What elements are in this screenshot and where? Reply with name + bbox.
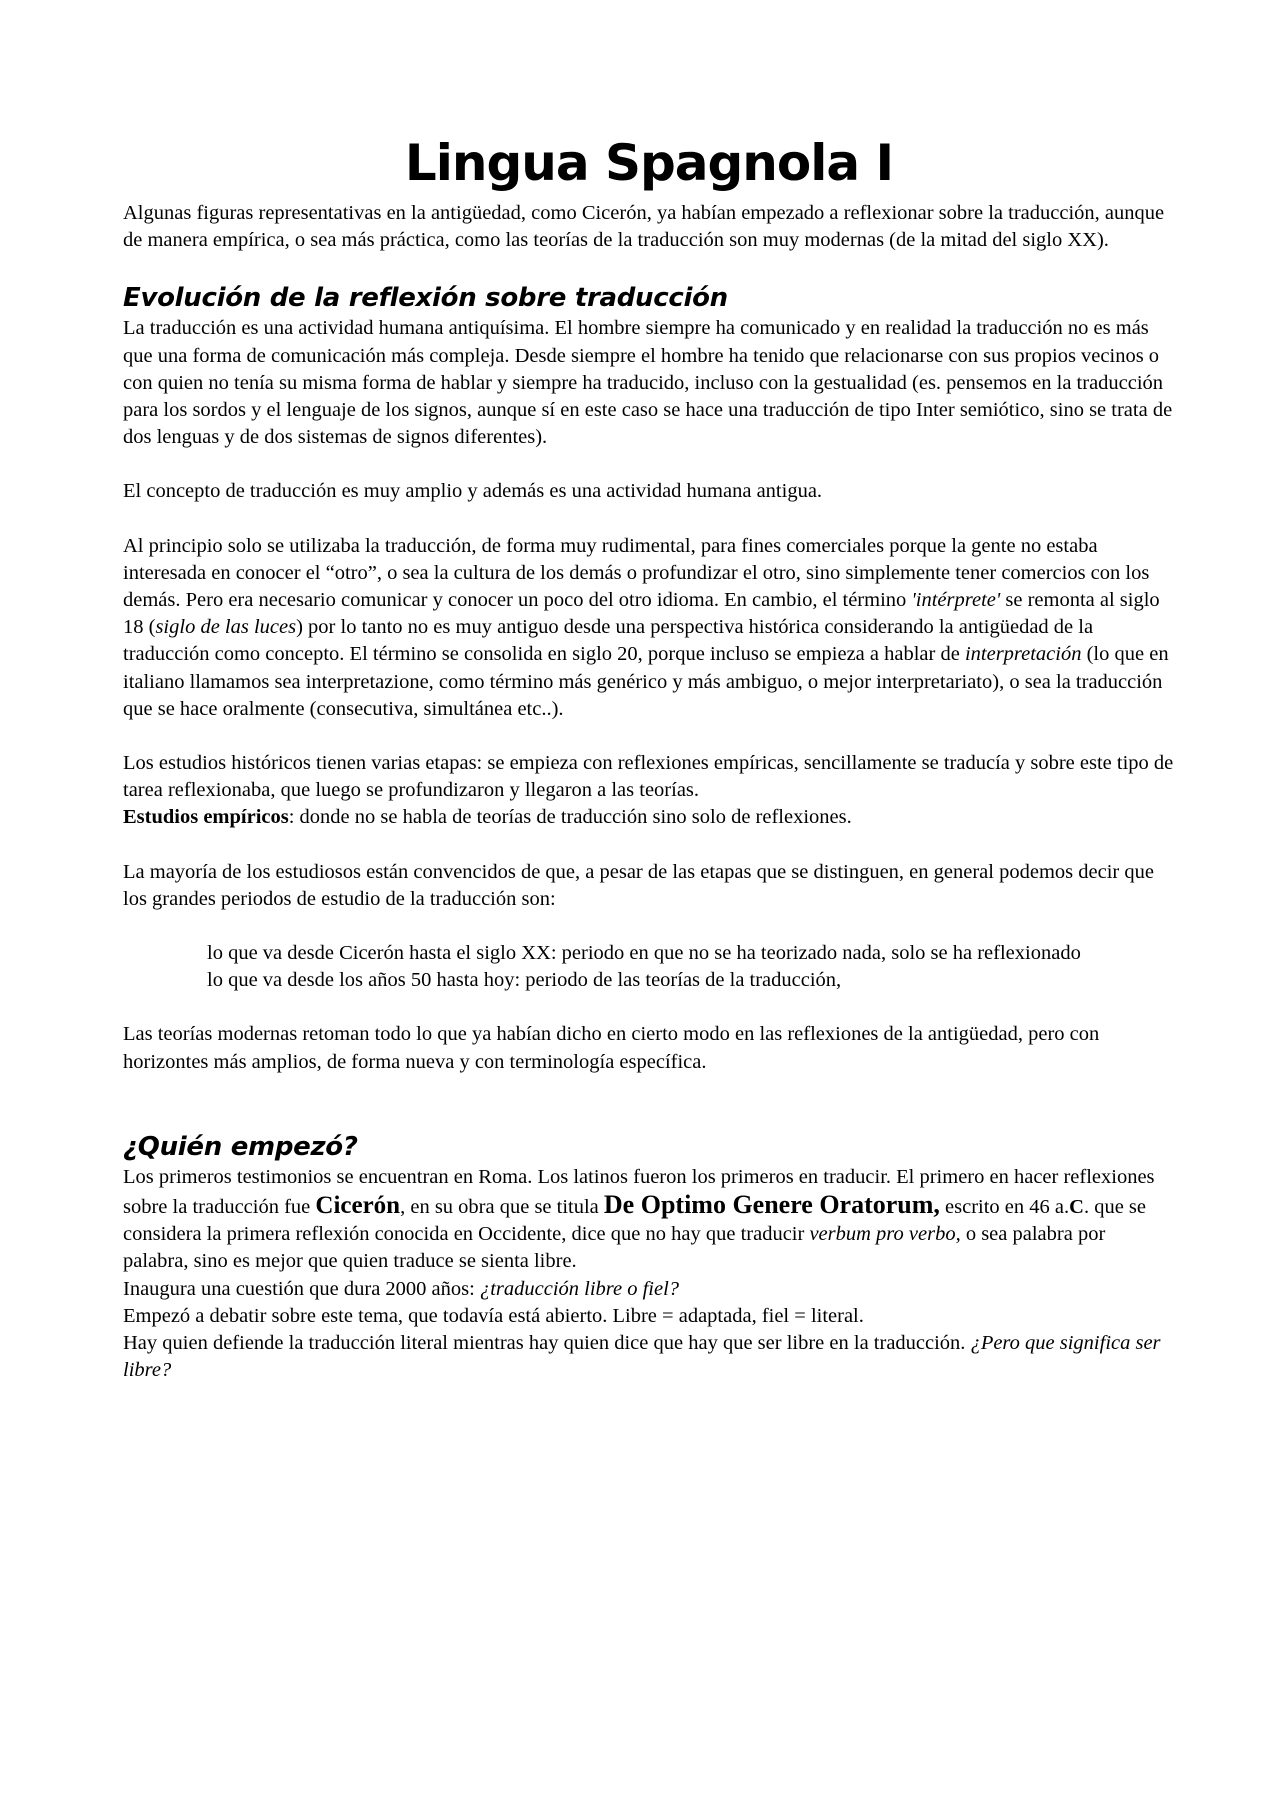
- list-item: lo que va desde los años 50 hasta hoy: periodo de las teorías de la traducción,: [207, 969, 842, 992]
- section-heading-quien: ¿Quién empezó?: [123, 1131, 358, 1162]
- section-heading-evolucion: Evolución de la reflexión sobre traducción: [123, 283, 728, 314]
- paragraph: [123, 533, 1175, 723]
- paragraph: [123, 1276, 1175, 1303]
- paragraph: La mayoría de los estudiosos están convencidos de que, a pesar de las etapas que se distinguen, en general podemos decir que los grandes periodos de estudio de la traducción son:: [123, 860, 1154, 910]
- text-run: , en su obra que se titula: [400, 1196, 604, 1219]
- spacer: [123, 254, 1175, 281]
- spacer: [123, 451, 1175, 478]
- text-run: Al principio solo se utilizaba la traducción, de forma muy rudimental, para fines comerciales porque la gente no estaba interesada en conocer el “otro”, o sea la cultura de los demás o profundizar el otro, sino simplemente tener comercios con los demás. Pero era necesario comunicar y conocer un poco del otro idioma. En cambio, el término: [123, 534, 1150, 612]
- text-run: Hay quien defiende la traducción literal mientras hay quien dice que hay que ser libre en la traducción.: [123, 1332, 971, 1355]
- paragraph: El concepto de traducción es muy amplio y además es una actividad humana antigua.: [123, 480, 823, 503]
- text-run: se remonta al siglo 18 (: [123, 589, 1160, 639]
- intro-paragraph: Algunas figuras representativas en la antigüedad, como Cicerón, ya habían empezado a reflexionar sobre la traducción, aunque de manera empírica, o sea más práctica, como las teorías de la traducción son muy modernas (de la mitad del siglo XX).: [123, 202, 1165, 252]
- paragraph: Los estudios históricos tienen varias etapas: se empieza con reflexiones empíricas, sencillamente se traducía y sobre este tipo de tarea reflexionaba, que luego se profundizaron y llegaron a las teorías.: [123, 752, 1174, 802]
- text-run: Los primeros testimonios se encuentran en Roma. Los latinos fueron los primeros en traducir. El primero en hacer reflexiones sobre la traducción fue: [123, 1165, 1155, 1219]
- document-content: [123, 126, 1175, 1385]
- spacer: [123, 913, 1175, 940]
- paragraph: Las teorías modernas retoman todo lo que ya habían dicho en cierto modo en las reflexiones de la antigüedad, pero con horizontes más amplios, de forma nueva y con terminología específica.: [123, 1023, 1100, 1073]
- text-run: ) por lo tanto no es muy antiguo desde una perspectiva histórica considerando la antigüedad de la traducción como concepto. El término se consolida en siglo 20, porque incluso se empieza a hablar de: [123, 616, 1094, 666]
- bold-term: Estudios empíricos: [123, 806, 289, 829]
- page-title: Lingua Spagnola I: [404, 134, 894, 192]
- text-run: (lo que en italiano llamamos sea interpretazione, como término más genérico y más ambiguo, o mejor interpretariato), o sea la traducción que se hace oralmente (consecutiva, simultánea etc..).: [123, 643, 1169, 720]
- list-item: lo que va desde Cicerón hasta el siglo XX: periodo en que no se ha teorizado nada, solo se ha reflexionado: [207, 942, 1081, 965]
- italic-term: siglo de las luces: [155, 616, 297, 639]
- paragraph: [123, 1330, 1175, 1384]
- italic-question: ¿Pero que significa ser libre?: [123, 1332, 1161, 1382]
- paragraph: Empezó a debatir sobre este tema, que todavía está abierto. Libre = adaptada, fiel = literal.: [123, 1304, 864, 1327]
- italic-term: 'intérprete': [911, 589, 1001, 612]
- work-title: De Optimo Genere Oratorum,: [603, 1190, 940, 1220]
- spacer: [123, 723, 1175, 750]
- paragraph: [123, 804, 1175, 831]
- spacer: [123, 832, 1175, 859]
- spacer: [123, 994, 1175, 1021]
- bold-letter: C: [1069, 1196, 1084, 1219]
- paragraph: La traducción es una actividad humana antiquísima. El hombre siempre ha comunicado y en realidad la traducción no es más que una forma de comunicación más compleja. Desde siempre el hombre ha tenido que relacionarse con sus propios vecinos o con quien no tenía su misma forma de hablar y siempre ha traducido, incluso con la gestualidad (es. pensemos en la traducción para los sordos y el lenguaje de los signos, aunque sí en este caso se hace una traducción de tipo Inter semiótico, sino se trata de dos lenguas y de dos sistemas de signos diferentes).: [123, 317, 1173, 449]
- italic-term: interpretación: [964, 643, 1082, 666]
- text-run: o sea palabra por palabra, sino es mejor que quien traduce se sienta libre.: [123, 1223, 1106, 1273]
- spacer: [123, 1076, 1175, 1130]
- paragraph: [123, 1164, 1175, 1276]
- text-run: : donde no se habla de teorías de traducción sino solo de reflexiones.: [288, 806, 852, 829]
- italic-question: ¿traducción libre o fiel?: [479, 1277, 680, 1300]
- text-run: Inaugura una cuestión que dura 2000 años:: [123, 1277, 480, 1300]
- italic-term: verbum pro verbo,: [809, 1223, 961, 1246]
- text-run: escrito en 46 a.: [939, 1196, 1070, 1219]
- text-run: . que se considera la primera reflexión conocida en Occidente, dice que no hay que traducir: [123, 1196, 1146, 1246]
- period-list: [123, 940, 1175, 994]
- spacer: [123, 506, 1175, 533]
- author-name: Cicerón: [315, 1192, 401, 1220]
